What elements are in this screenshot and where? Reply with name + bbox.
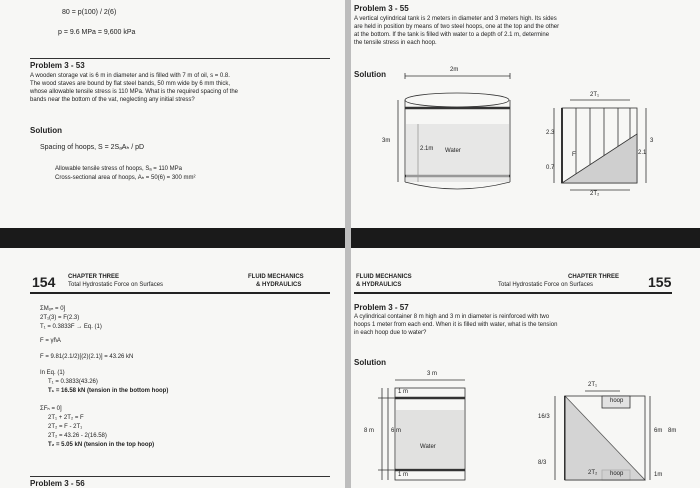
- figure-label-2t1: 2T₁: [588, 382, 598, 388]
- book-subtitle: & HYDRAULICS: [256, 282, 302, 288]
- figure-label-8-3: 8/3: [538, 460, 547, 466]
- equation-2: p = 9.6 MPa = 9,600 kPa: [58, 29, 136, 36]
- solution-line-7: T₁ = 0.3833(43.26): [48, 379, 98, 385]
- chapter-label: CHAPTER THREE: [68, 274, 120, 280]
- solution-line-12: 2T₂ = 43.26 - 2(16.58): [48, 433, 107, 439]
- problem-title: Problem 3 - 57: [354, 303, 409, 312]
- figure-label-1m-right: 1m: [654, 472, 663, 478]
- figure-label-water: Water: [445, 148, 461, 154]
- figure-label-hoop-bottom: hoop: [610, 471, 624, 477]
- page-number: 155: [648, 274, 672, 290]
- chapter-label: CHAPTER THREE: [568, 274, 620, 280]
- figure-label-2t2: 2T₂: [590, 191, 600, 197]
- problem-text-line-1: A wooden storage vat is 6 m in diameter and is filled with 7 m of oil, s = 0.8.: [30, 73, 230, 79]
- figure-label-3: 3: [650, 138, 654, 144]
- divider: [30, 476, 330, 477]
- equation-1: 80 = p(100) / 2(6): [62, 9, 117, 16]
- figure-label-8m-right: 8m: [668, 428, 677, 434]
- tank-figure: [350, 0, 700, 228]
- figure-label-2-1: 2.1: [638, 150, 647, 156]
- problem-title: Problem 3 - 53: [30, 61, 85, 70]
- book-subtitle: & HYDRAULICS: [356, 282, 402, 288]
- figure-label-width: 3 m: [427, 371, 438, 377]
- figure-label-height: 3m: [382, 138, 391, 144]
- container-figure: [350, 248, 700, 488]
- footer-problem-title: Problem 3 - 56: [30, 479, 85, 488]
- problem-text-line-2: are held in position by means of two steel hoops, one at the top and the other: [354, 24, 560, 30]
- book-title: FLUID MECHANICS: [248, 274, 304, 280]
- chapter-subtitle: Total Hydrostatic Force on Surfaces: [498, 282, 594, 288]
- solution-line-3: T₁ = 0.3833F → Eq. (1): [40, 324, 102, 330]
- solution-line-5: F = 9.81(2.1/2)[(2)(2.1)] = 43.26 kN: [40, 354, 134, 360]
- divider: [30, 58, 330, 59]
- page-bottom-left: [0, 248, 346, 488]
- problem-text-line-4: bands near the bottom of the vat, neglecting any initial stress?: [30, 97, 195, 103]
- problem-title: Problem 3 - 55: [354, 4, 409, 13]
- figure-label-2t2: 2T₂: [588, 470, 598, 476]
- page-number: 154: [32, 274, 56, 290]
- solution-line-9: ΣFₕ = 0]: [40, 406, 62, 412]
- solution-line-10: 2T₁ + 2T₂ = F: [48, 415, 84, 421]
- problem-text-line-2: hoops 1 meter from each end. When it is filled with water, what is the tension: [354, 322, 558, 328]
- problem-text-line-2: The wood staves are bound by flat steel bands, 50 mm wide by 6 mm thick,: [30, 81, 231, 87]
- solution-line-11: 2T₂ = F - 2T₁: [48, 424, 83, 430]
- solution-line-2: 2T₁(3) = F(2.3): [40, 315, 80, 321]
- figure-label-16-3: 16/3: [538, 414, 550, 420]
- header-rule: [30, 292, 330, 294]
- book-title: FLUID MECHANICS: [356, 274, 412, 280]
- problem-text-line-1: A cylindrical container 8 m high and 3 m in diameter is reinforced with two: [354, 314, 550, 320]
- page-top-right: [350, 0, 700, 228]
- figure-label-2t1: 2T₁: [590, 92, 600, 98]
- problem-text-line-3: in each hoop due to water?: [354, 330, 427, 336]
- problem-text-line-4: the tensile stress in each hoop.: [354, 40, 437, 46]
- page-bottom-right: [350, 248, 700, 488]
- problem-text-line-3: whose allowable tensile stress is 110 MPa. What is the required spacing of the: [30, 89, 238, 95]
- solution-line-13: T₂ = 5.05 kN (tension in the top hoop): [48, 442, 155, 448]
- solution-line-8: T₁ = 16.58 kN (tension in the bottom hoop): [48, 388, 169, 394]
- cross-section-area: Cross-sectional area of hoops, Aₕ = 50(6) = 300 mm²: [55, 175, 196, 181]
- chapter-subtitle: Total Hydrostatic Force on Surfaces: [68, 282, 164, 288]
- figure-label-0-7: 0.7: [546, 165, 555, 171]
- problem-text-line-3: at the bottom. If the tank is filled with water to a depth of 2.1 m, determine: [354, 32, 550, 38]
- solution-label: Solution: [30, 126, 62, 135]
- solution-line-6: In Eq. (1): [40, 370, 65, 376]
- figure-label-f: F: [572, 152, 576, 158]
- figure-label-width: 2m: [450, 67, 459, 73]
- page-top-left: [0, 0, 346, 228]
- solution-label: Solution: [354, 358, 386, 367]
- figure-label-1m-bottom: 1 m: [398, 472, 409, 478]
- spacing-equation: Spacing of hoops, S = 2SₐAₕ / pD: [40, 144, 145, 151]
- figure-label-hoop-top: hoop: [610, 398, 624, 404]
- solution-line-1: ΣMₒₙ = 0]: [40, 306, 66, 312]
- solution-line-4: F = γh̄A: [40, 338, 61, 344]
- book-spine-shadow: [345, 0, 351, 488]
- figure-label-water: Water: [420, 444, 436, 450]
- allowable-stress: Allowable tensile stress of hoops, Sₐ = 110 MPa: [55, 166, 183, 172]
- figure-label-6m-right: 6m: [654, 428, 663, 434]
- problem-text-line-1: A vertical cylindrical tank is 2 meters in diameter and 3 meters high. Its sides: [354, 16, 557, 22]
- figure-label-6m: 6 m: [391, 428, 402, 434]
- figure-label-depth: 2.1m: [420, 146, 434, 152]
- figure-label-2-3: 2.3: [546, 130, 555, 136]
- figure-label-1m-top: 1 m: [398, 389, 409, 395]
- solution-label: Solution: [354, 70, 386, 79]
- figure-label-8m: 8 m: [364, 428, 375, 434]
